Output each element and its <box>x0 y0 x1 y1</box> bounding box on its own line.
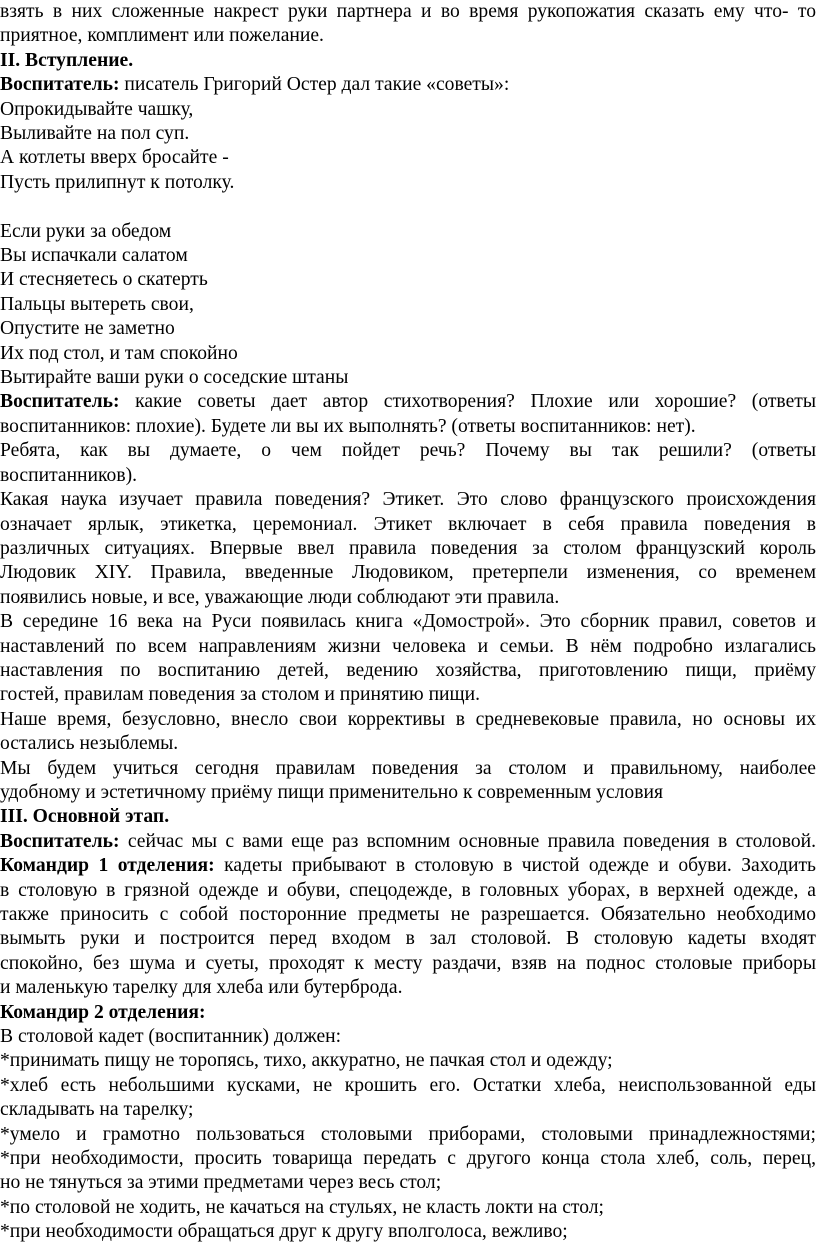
poem-line: Опрокидывайте чашку, <box>0 98 194 120</box>
poem-line: Опустите не заметно <box>0 318 175 340</box>
rule-item: *принимать пищу не торопясь, тихо, аккуратно, не пачкая стол и одежду; <box>0 1050 613 1072</box>
speaker-label: Воспитатель: <box>0 391 120 413</box>
poem-line: Если руки за обедом <box>0 220 172 242</box>
poem-line: Вытирайте ваши руки о соседские штаны <box>0 367 349 389</box>
stanza-gap <box>0 195 816 219</box>
rule-item-continuation: складывать на тарелку; <box>0 1099 194 1121</box>
poem-stanza-1 <box>0 98 816 196</box>
rule-item: *при необходимости обращаться друг к другу вполголоса, вежливо; <box>0 1221 568 1243</box>
section-3-paragraph: Воспитатель: сейчас мы с вами еще раз вспомним основные правила поведения в столовой. <box>0 830 816 852</box>
intro-line-1: взять в них сложенные накрест руки партнера и во время рукопожатия сказать ему что- то <box>0 1 816 22</box>
etiquette-paragraph: Какая наука изучает правила поведения? Этикет. Это слово французского происхождения означает ярлык, этикетка, церемониал. Этикет включает в себя правила поведения в различных ситуациях. Впервые ввел правила поведения за столом французский король Людовик XIY. Правила, введенные Людовиком, претерпели изменения, со временем появились новые, и все, уважающие люди соблюдают эти правила. <box>0 489 816 608</box>
question-2-line-1: Ребята, как вы думаете, о чем пойдет речь? Почему вы так решили? (ответы <box>0 440 816 462</box>
poem-line: Пусть прилипнут к потолку. <box>0 171 235 193</box>
rule-item: *умело и грамотно пользоваться столовыми приборами, столовыми принадлежностями; <box>0 1123 816 1145</box>
commander-1-paragraph: Командир 1 отделения: кадеты прибывают в столовую в чистой одежде и обуви. Заходить в столовую в грязной одежде и обуви, спецодежде, в головных уборах, в верхней одежде, а также приносить с собой посторонние предметы не разрешается. Обязательно необходимо вымыть руки и построится перед входом в зал столовой. В столовую кадеты входят спокойно, без шума и суеты, проходят к месту раздачи, взяв на поднос столовые приборы и маленькую тарелку для хлеба или бутерброда. <box>0 855 816 999</box>
section-2-heading: II. Вступление. <box>0 49 134 71</box>
speaker-label: Воспитатель: <box>0 830 120 852</box>
poem-line: Пальцы вытереть свои, <box>0 293 194 315</box>
poem-line: И стесняетесь о скатерть <box>0 269 208 291</box>
rule-item: *по столовой не ходить, не качаться на стульях, не класть локти на стол; <box>0 1196 604 1218</box>
commander-2-heading: Командир 2 отделения: <box>0 1001 206 1023</box>
rule-item-continuation: но не тянуться за этими предметами через весь стол; <box>0 1172 442 1194</box>
section-2-paragraph: Воспитатель: писатель Григорий Остер дал такие «советы»: <box>0 74 510 96</box>
poem-line: А котлеты вверх бросайте - <box>0 147 229 169</box>
poem-stanza-2 <box>0 220 816 391</box>
rules-list <box>0 1049 816 1244</box>
rule-item: *хлеб есть небольшими кусками, не крошить его. Остатки хлеба, неиспользованной еды <box>0 1074 816 1096</box>
poem-line: Вы испачкали салатом <box>0 245 188 267</box>
question-1-line-2: воспитанников: плохие). Будете ли вы их выполнять? (ответы воспитанников: нет). <box>0 415 696 437</box>
intro-line-2: приятное, комплимент или пожелание. <box>0 25 324 47</box>
question-1-line-1: Воспитатель: какие советы дает автор стихотворения? Плохие или хорошие? (ответы <box>0 391 816 413</box>
domostroy-paragraph: В середине 16 века на Руси появилась книга «Домострой». Это сборник правил, советов и наставлений по всем направлениям жизни человека и семьи. В нём подробно излагались наставления по воспитанию детей, ведению хозяйства, приготовлению пищи, приёму гостей, правилам поведения за столом и принятию пищи. <box>0 611 816 706</box>
today-paragraph: Мы будем учиться сегодня правилам поведения за столом и правильному, наиболее удобному и эстетичному приёму пищи применительно к современным условия <box>0 757 816 803</box>
speaker-label: Командир 1 отделения: <box>0 855 215 877</box>
speaker-label: Воспитатель: <box>0 74 120 96</box>
rule-item: *при необходимости, просить товарища передать с другого конца стола хлеб, соль, перец, <box>0 1148 816 1170</box>
section-3-heading: III. Основной этап. <box>0 806 170 828</box>
question-2-line-2: воспитанников). <box>0 464 138 486</box>
poem-line: Их под стол, и там спокойно <box>0 342 238 364</box>
commander-2-intro: В столовой кадет (воспитанник) должен: <box>0 1026 342 1048</box>
poem-line: Выливайте на пол суп. <box>0 123 190 145</box>
modern-paragraph: Наше время, безусловно, внесло свои коррективы в средневековые правила, но основы их остались незыблемы. <box>0 708 816 755</box>
